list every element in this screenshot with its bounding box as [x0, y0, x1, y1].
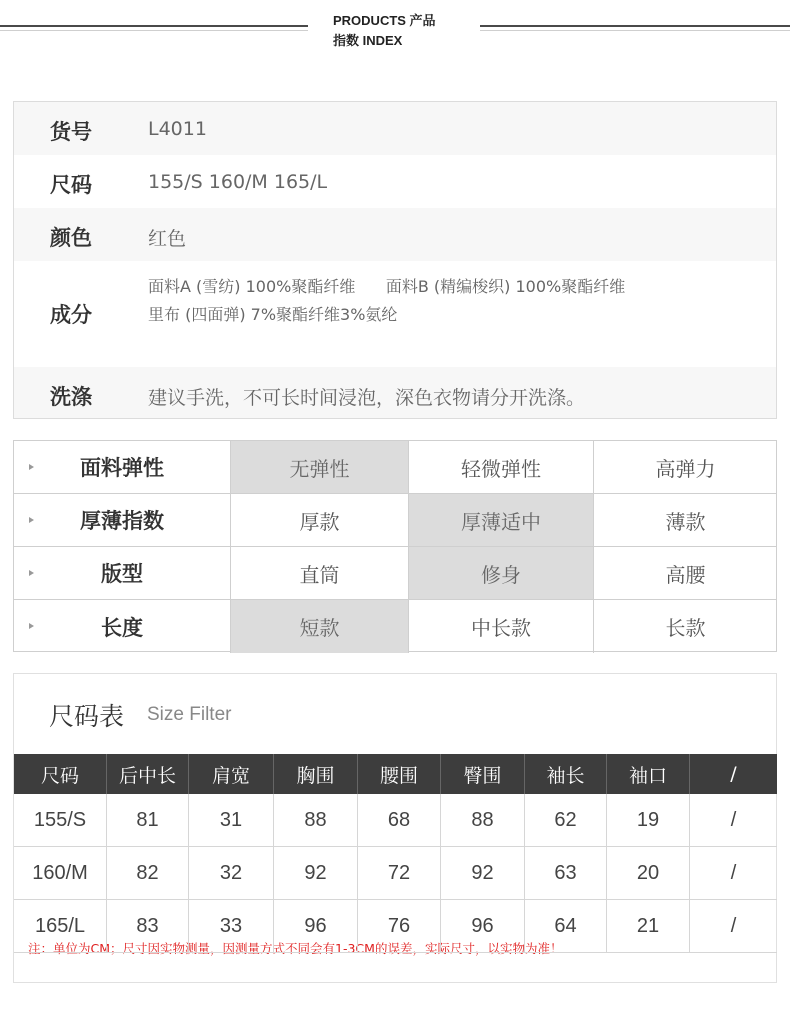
- size-table-cell: 88: [274, 794, 358, 847]
- info-label: 洗涤: [50, 385, 92, 409]
- size-table-cell: 96: [441, 900, 525, 953]
- size-table-cell: 96: [274, 900, 358, 953]
- attribute-name: 长度: [14, 600, 231, 653]
- info-row-care: [14, 367, 776, 419]
- size-table-cell: 31: [189, 794, 274, 847]
- size-table-cell: 32: [189, 847, 274, 900]
- info-value: 红色: [148, 228, 187, 250]
- size-table-cell: 82: [107, 847, 189, 900]
- size-table-cell: 33: [189, 900, 274, 953]
- size-table-header-cell: 臀围: [441, 754, 525, 794]
- attribute-name: 厚薄指数: [14, 494, 231, 547]
- size-table-header-cell: 袖长: [525, 754, 607, 794]
- size-table-cell: /: [690, 794, 777, 847]
- header-title-line2: 指数 INDEX: [333, 33, 403, 48]
- bullet-arrow-icon: [29, 623, 34, 629]
- attribute-option-selected: 修身: [409, 547, 594, 600]
- size-table-cell: 76: [358, 900, 441, 953]
- info-row-size: [14, 155, 776, 208]
- info-row-composition: [14, 261, 776, 367]
- attribute-name: 面料弹性: [14, 441, 231, 494]
- size-chart-panel: [13, 673, 777, 983]
- attribute-name: 版型: [14, 547, 231, 600]
- attribute-option: 厚款: [231, 494, 409, 547]
- attribute-option: 中长款: [409, 600, 594, 653]
- size-table-cell: 81: [107, 794, 189, 847]
- attribute-option-selected: 短款: [231, 600, 409, 653]
- size-chart-subtitle: Size Filter: [147, 704, 232, 725]
- info-value: 155/S 160/M 165/L: [148, 171, 328, 193]
- attribute-option: 薄款: [594, 494, 777, 547]
- bullet-arrow-icon: [29, 517, 34, 523]
- size-table-cell: 165/L: [14, 900, 107, 953]
- header-rule-right: [480, 25, 790, 31]
- size-table-cell: 63: [525, 847, 607, 900]
- attribute-table: [13, 440, 777, 652]
- attribute-option-selected: 厚薄适中: [409, 494, 594, 547]
- size-table-header-cell: 肩宽: [189, 754, 274, 794]
- bullet-arrow-icon: [29, 570, 34, 576]
- size-table-header-cell: 尺码: [14, 754, 107, 794]
- info-label: 成分: [50, 303, 92, 327]
- size-table-cell: 83: [107, 900, 189, 953]
- size-table-cell: 20: [607, 847, 690, 900]
- size-table-cell: 62: [525, 794, 607, 847]
- size-table-cell: 64: [525, 900, 607, 953]
- info-value: 建议手洗，不可长时间浸泡，深色衣物请分开洗涤。: [148, 387, 586, 409]
- size-table-cell: 160/M: [14, 847, 107, 900]
- header-rule-left: [0, 25, 308, 31]
- size-table-header-cell: 后中长: [107, 754, 189, 794]
- bullet-arrow-icon: [29, 464, 34, 470]
- size-table-cell: 88: [441, 794, 525, 847]
- header-title-line1: PRODUCTS 产品: [333, 13, 436, 28]
- size-table-header-cell: 腰围: [358, 754, 441, 794]
- size-table-header: [14, 754, 777, 794]
- section-header: [0, 0, 790, 60]
- info-label: 颜色: [50, 226, 92, 250]
- attribute-option: 直筒: [231, 547, 409, 600]
- size-table-cell: 68: [358, 794, 441, 847]
- info-value-line1: 面料A (雪纺) 100%聚酯纤维 面料B (精编梭织) 100%聚酯纤维: [148, 277, 626, 296]
- size-table-cell: 72: [358, 847, 441, 900]
- attribute-option: 高腰: [594, 547, 777, 600]
- info-label: 尺码: [50, 173, 92, 197]
- size-table-cell: 19: [607, 794, 690, 847]
- attribute-option-selected: 无弹性: [231, 441, 409, 494]
- size-table-cell: /: [690, 847, 777, 900]
- info-value-line2: 里布 (四面弹) 7%聚酯纤维3%氨纶: [148, 305, 398, 324]
- size-table-cell: /: [690, 900, 777, 953]
- info-label: 货号: [50, 120, 92, 144]
- size-note: 注：单位为CM；尺寸因实物测量，因测量方式不同会有1-3CM的误差，实际尺寸，以实物为准！: [28, 941, 563, 956]
- attribute-option: 长款: [665, 616, 706, 640]
- size-table-header-cell: 胸围: [274, 754, 358, 794]
- size-table-cell: 92: [274, 847, 358, 900]
- size-table-cell: 92: [441, 847, 525, 900]
- info-row-sku: [14, 102, 776, 155]
- info-value: L4011: [148, 118, 207, 140]
- info-row-color: [14, 208, 776, 261]
- attribute-option: 高弹力: [594, 441, 777, 494]
- size-table-header-cell: /: [730, 763, 737, 785]
- size-table-cell: 21: [607, 900, 690, 953]
- attribute-option: 轻微弹性: [409, 441, 594, 494]
- size-table-cell: 155/S: [14, 794, 107, 847]
- size-table-header-cell: 袖口: [607, 754, 690, 794]
- product-info-panel: [13, 101, 777, 419]
- size-chart-title: 尺码表: [49, 702, 125, 731]
